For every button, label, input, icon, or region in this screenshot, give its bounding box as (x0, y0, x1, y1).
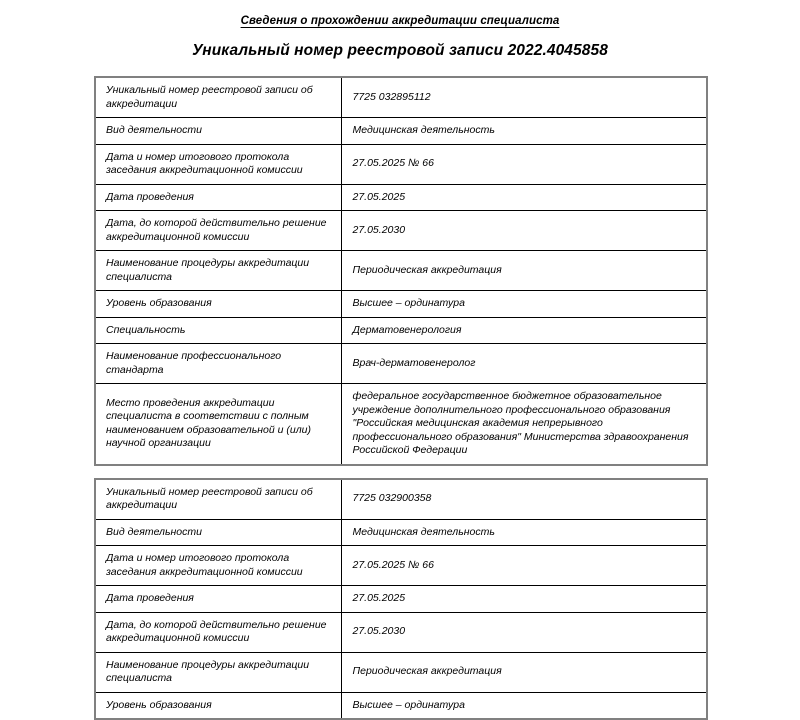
table-row (95, 291, 707, 318)
value-specialty: Дерматовенерология (341, 317, 707, 344)
value-date-held: 27.05.2025 (341, 184, 707, 211)
value-registry-number: 7725 032900358 (341, 479, 707, 520)
table-row (95, 652, 707, 692)
table-row (95, 546, 707, 586)
value-professional-standard: Врач-дерматовенеролог (341, 344, 707, 384)
accreditation-record-1 (94, 76, 706, 466)
value-procedure-name: Периодическая аккредитация (341, 652, 707, 692)
label-protocol: Дата и номер итогового протокола заседания аккредитационной комиссии (95, 144, 341, 184)
label-registry-number: Уникальный номер реестровой записи об аккредитации (95, 77, 341, 118)
table-row (95, 384, 707, 465)
accreditation-table-1 (94, 76, 708, 466)
document-header (0, 0, 800, 28)
table-row (95, 692, 707, 719)
value-valid-until: 27.05.2030 (341, 612, 707, 652)
label-activity-type: Вид деятельности (95, 519, 341, 546)
label-valid-until: Дата, до которой действительно решение аккредитационной комиссии (95, 612, 341, 652)
label-procedure-name: Наименование процедуры аккредитации специалиста (95, 251, 341, 291)
page-title: Уникальный номер реестровой записи 2022.4045858 (0, 28, 800, 61)
table-row (95, 184, 707, 211)
label-date-held: Дата проведения (95, 184, 341, 211)
table-row (95, 118, 707, 145)
label-valid-until: Дата, до которой действительно решение аккредитационной комиссии (95, 211, 341, 251)
label-place: Место проведения аккредитации специалиста в соответствии с полным наименованием образовательной и (или) научной организации (95, 384, 341, 465)
table-row (95, 612, 707, 652)
value-valid-until: 27.05.2030 (341, 211, 707, 251)
table-separator (0, 466, 800, 478)
table-row (95, 77, 707, 118)
value-activity-type: Медицинская деятельность (341, 519, 707, 546)
value-education-level: Высшее – ординатура (341, 692, 707, 719)
label-registry-number: Уникальный номер реестровой записи об аккредитации (95, 479, 341, 520)
value-place: федеральное государственное бюджетное образовательное учреждение дополнительного профессионального образования "Российская медицинская академия непрерывного профессионального образования" Министерства здравоохранения Российской Федерации (341, 384, 707, 465)
value-education-level: Высшее – ординатура (341, 291, 707, 318)
label-date-held: Дата проведения (95, 586, 341, 613)
value-activity-type: Медицинская деятельность (341, 118, 707, 145)
label-procedure-name: Наименование процедуры аккредитации специалиста (95, 652, 341, 692)
table-row (95, 251, 707, 291)
table-row (95, 344, 707, 384)
value-protocol: 27.05.2025 № 66 (341, 144, 707, 184)
value-protocol: 27.05.2025 № 66 (341, 546, 707, 586)
value-registry-number: 7725 032895112 (341, 77, 707, 118)
table-row (95, 211, 707, 251)
label-education-level: Уровень образования (95, 692, 341, 719)
table-row (95, 479, 707, 520)
label-professional-standard: Наименование профессионального стандарта (95, 344, 341, 384)
table-row (95, 586, 707, 613)
label-education-level: Уровень образования (95, 291, 341, 318)
label-protocol: Дата и номер итогового протокола заседания аккредитационной комиссии (95, 546, 341, 586)
value-procedure-name: Периодическая аккредитация (341, 251, 707, 291)
table-row (95, 317, 707, 344)
label-activity-type: Вид деятельности (95, 118, 341, 145)
accreditation-record-2 (94, 478, 706, 720)
accreditation-table-2 (94, 478, 708, 720)
table-row (95, 144, 707, 184)
document-header-text: Сведения о прохождении аккредитации специалиста (241, 15, 560, 27)
table-row (95, 519, 707, 546)
label-specialty: Специальность (95, 317, 341, 344)
value-date-held: 27.05.2025 (341, 586, 707, 613)
